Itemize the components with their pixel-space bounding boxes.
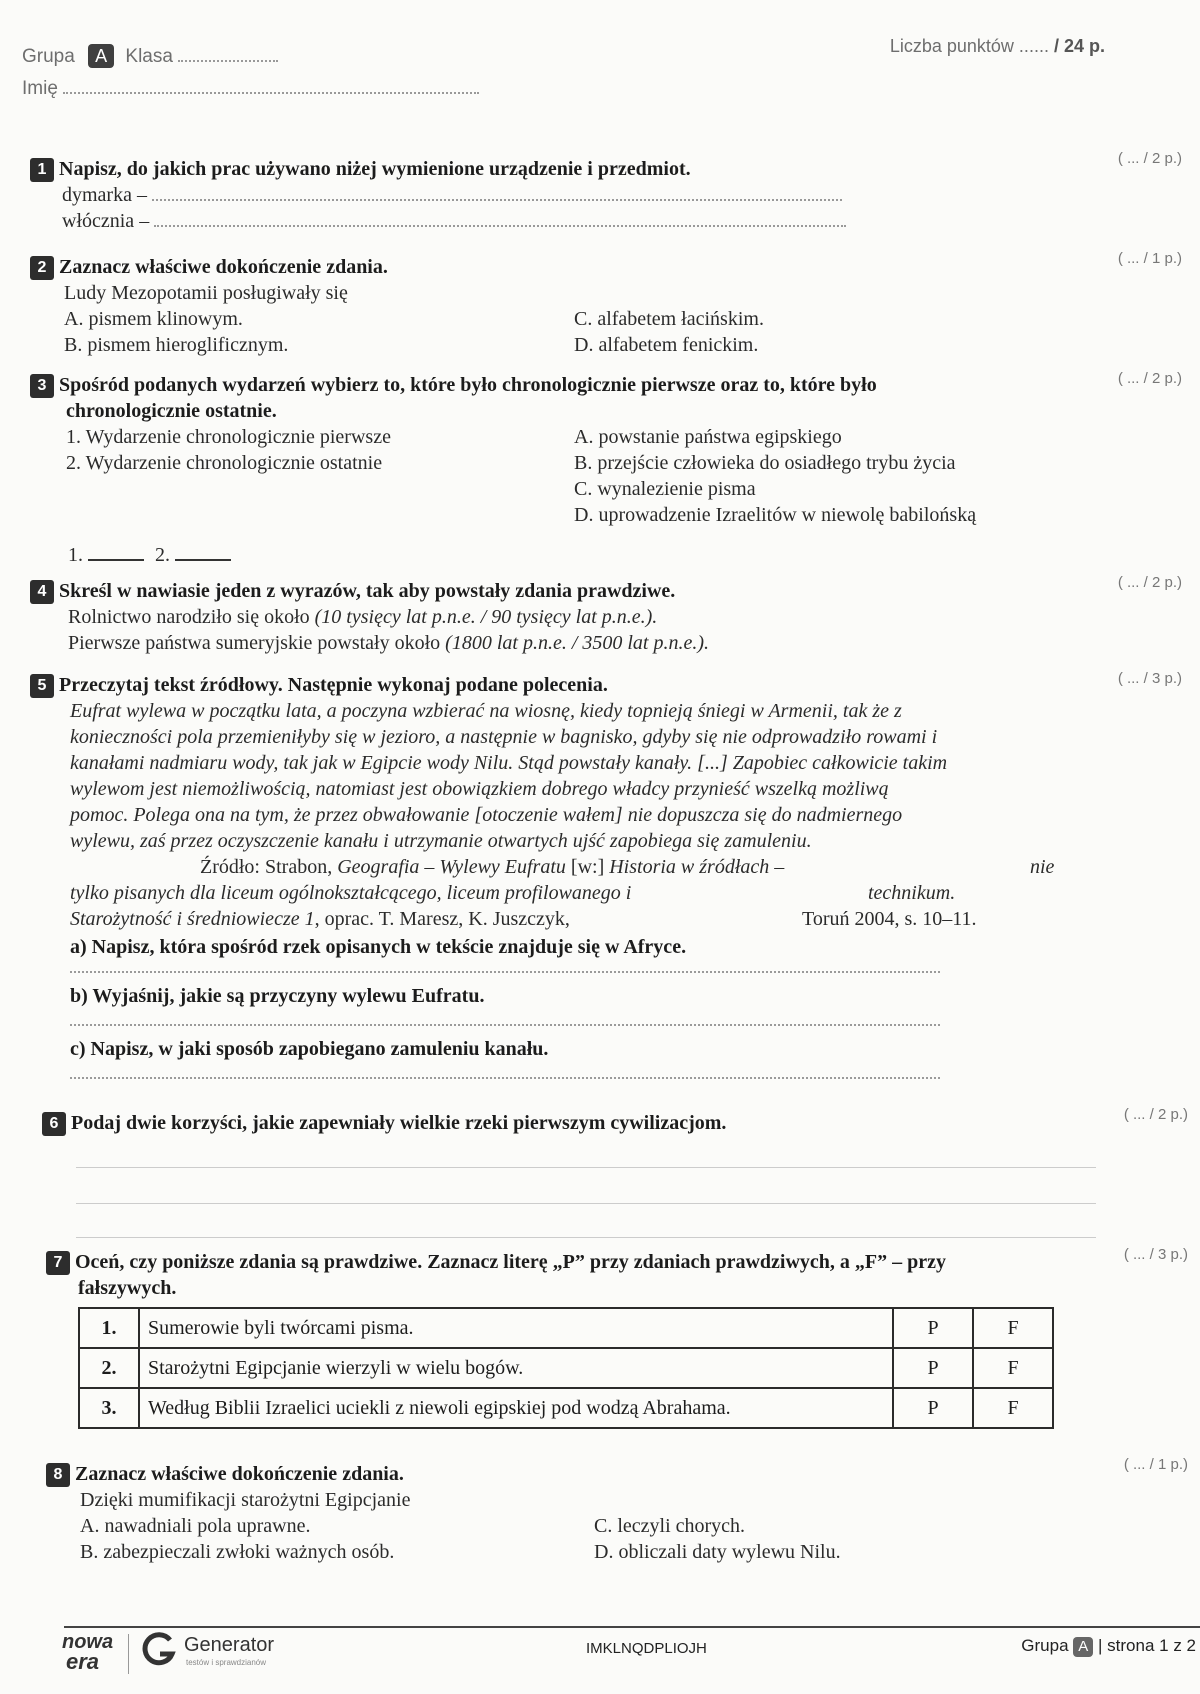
question-number: 8: [46, 1463, 70, 1487]
citation-line-3: [30, 906, 1080, 932]
citation-book: Historia w źródłach –: [609, 856, 785, 878]
question-number: 2: [30, 256, 54, 280]
citation-book: Starożytność i średniowiecze 1: [70, 908, 315, 930]
answer-1-label: 1.: [68, 544, 83, 566]
source-line: Eufrat wylewa w początku lata, a poczyna wzbierać na wiosnę, kiedy topnieją śniegi w Armenii, tak że z: [70, 700, 902, 722]
question-7: [46, 1249, 1096, 1301]
option-a[interactable]: A. pismem klinowym.: [64, 308, 243, 330]
citation-book: nie: [1030, 856, 1055, 878]
question-points: ( ... / 1 p.): [1117, 250, 1182, 267]
test-code: IMKLNQDPLIOJH: [586, 1640, 707, 1657]
true-false-table: [78, 1307, 1054, 1429]
source-line: pomoc. Polega ona na tym, że przez obwałowanie [otoczenie wałem] nie dopuszcza się do nadmiernego: [70, 804, 903, 826]
item-label: dymarka –: [62, 184, 147, 206]
event-d: D. uprowadzenie Izraelitów w niewolę babilońską: [574, 504, 977, 526]
row-number: 3.: [79, 1388, 139, 1428]
source-line: konieczności pola przemieniłyby się w jezioro, a następnie w bagnisko, gdyby się nie odprowadziło rowami i: [70, 726, 938, 748]
question-8: [46, 1461, 1096, 1565]
row-number: 2.: [79, 1348, 139, 1388]
sentence-1: Rolnictwo narodziło się około: [68, 606, 310, 628]
option-c[interactable]: C. alfabetem łacińskim.: [574, 308, 764, 330]
question-points: ( ... / 2 p.): [1117, 150, 1182, 167]
question-prompt: Przeczytaj tekst źródłowy. Następnie wykonaj podane polecenia.: [59, 674, 608, 696]
source-line: kanałami nadmiaru wody, tak jak w Egipcie wody Nilu. Stąd powstały kanały. [...] Zapobiec całkowicie takim: [70, 752, 948, 774]
question-3: [30, 372, 1080, 568]
citation-book: tylko pisanych dla liceum ogólnokształcącego, liceum profilowanego i: [70, 882, 632, 904]
task-c: c) Napisz, w jaki sposób zapobiegano zamuleniu kanału.: [70, 1038, 549, 1060]
question-number: 3: [30, 374, 54, 398]
answer-field[interactable]: [152, 183, 842, 201]
logo-line: era: [66, 1649, 100, 1674]
false-option[interactable]: F: [973, 1308, 1053, 1348]
points-summary: [890, 36, 1105, 57]
class-field[interactable]: [178, 44, 278, 62]
points-label: Liczba punktów ......: [889, 36, 1049, 56]
option-a[interactable]: A. nawadniali pola uprawne.: [80, 1515, 311, 1537]
event-label-last: 2. Wydarzenie chronologicznie ostatnie: [66, 452, 383, 474]
question-prompt: Napisz, do jakich prac używano niżej wymienione urządzenie i przedmiot.: [59, 158, 691, 180]
task-b: b) Wyjaśnij, jakie są przyczyny wylewu Eufratu.: [70, 985, 485, 1007]
false-option[interactable]: F: [973, 1348, 1053, 1388]
question-stem: Ludy Mezopotamii posługiwały się: [64, 282, 348, 304]
question-prompt: Skreśl w nawiasie jeden z wyrazów, tak aby powstały zdania prawdziwe.: [59, 580, 676, 602]
event-a: A. powstanie państwa egipskiego: [574, 426, 842, 448]
question-number: 1: [30, 158, 54, 182]
question-prompt: Podaj dwie korzyści, jakie zapewniały wielkie rzeki pierwszym cywilizacjom.: [71, 1112, 727, 1134]
answer-field[interactable]: [154, 209, 846, 227]
citation-text: Źródło: Strabon,: [200, 856, 338, 878]
table-row: [79, 1348, 1053, 1388]
question-number: 6: [42, 1112, 66, 1136]
source-line: wylewu, zaś przez oczyszczenie kanału i utrzymanie otwartych ujść zapobiega się zamuleniu.: [70, 830, 812, 852]
answer-line-b[interactable]: [70, 1023, 940, 1026]
question-prompt: Oceń, czy poniższe zdania są prawdziwe. Zaznacz literę „P” przy zdaniach prawdziwych, a „F” – przy: [75, 1251, 946, 1273]
group-badge: A: [88, 44, 114, 68]
question-prompt: Zaznacz właściwe dokończenie zdania.: [75, 1463, 404, 1485]
page-number: | strona 1 z 2: [1098, 1636, 1196, 1655]
true-option[interactable]: P: [893, 1388, 973, 1428]
event-c: C. wynalezienie pisma: [574, 478, 756, 500]
citation-line-2: [30, 880, 1080, 906]
question-stem: Dzięki mumifikacji starożytni Egipcjanie: [80, 1489, 411, 1511]
footer-rule: [64, 1626, 1200, 1628]
sentence-1-options[interactable]: (10 tysięcy lat p.n.e. / 90 tysięcy lat p.n.e.).: [314, 606, 658, 628]
logo-line: nowa: [62, 1631, 114, 1653]
generator-title: Generator: [184, 1634, 275, 1656]
row-statement: Starożytni Egipcjanie wierzyli w wielu bogów.: [139, 1348, 893, 1388]
answer-line-a[interactable]: [70, 970, 940, 973]
class-label: Klasa: [125, 46, 173, 67]
citation-text: , oprac. T. Maresz, K. Juszczyk,: [314, 908, 570, 930]
group-label: Grupa: [22, 46, 75, 67]
sentence-2: Pierwsze państwa sumeryjskie powstały około: [68, 632, 441, 654]
nowa-era-logo: [62, 1632, 113, 1672]
option-d[interactable]: D. alfabetem fenickim.: [574, 334, 759, 356]
points-total: / 24 p.: [1053, 36, 1105, 56]
question-prompt-cont: chronologicznie ostatnie.: [66, 400, 277, 422]
footer-group-badge: A: [1073, 1637, 1093, 1657]
event-b: B. przejście człowieka do osiadłego trybu życia: [574, 452, 956, 474]
question-points: ( ... / 2 p.): [1123, 1106, 1188, 1123]
question-4: [30, 578, 1080, 656]
citation-title: Geografia – Wylewy Eufratu: [337, 856, 566, 878]
question-points: ( ... / 3 p.): [1117, 670, 1182, 687]
false-option[interactable]: F: [973, 1388, 1053, 1428]
true-option[interactable]: P: [893, 1348, 973, 1388]
option-b[interactable]: B. zabezpieczali zwłoki ważnych osób.: [80, 1541, 395, 1563]
row-statement: Sumerowie byli twórcami pisma.: [139, 1308, 893, 1348]
answer-line[interactable]: [76, 1236, 1096, 1238]
name-field[interactable]: [63, 76, 479, 94]
option-c[interactable]: C. leczyli chorych.: [594, 1515, 746, 1537]
question-number: 5: [30, 674, 54, 698]
answer-2-field[interactable]: [175, 545, 231, 561]
option-d[interactable]: D. obliczali daty wylewu Nilu.: [594, 1541, 841, 1563]
question-number: 7: [46, 1251, 70, 1275]
item-label: włócznia –: [62, 210, 150, 232]
true-option[interactable]: P: [893, 1308, 973, 1348]
answer-line-c[interactable]: [70, 1076, 940, 1079]
question-6: [42, 1110, 1092, 1238]
answer-1-field[interactable]: [88, 545, 144, 561]
sentence-2-options[interactable]: (1800 lat p.n.e. / 3500 lat p.n.e.).: [445, 632, 710, 654]
question-points: ( ... / 2 p.): [1117, 370, 1182, 387]
question-prompt: Spośród podanych wydarzeń wybierz to, które było chronologicznie pierwsze oraz to, które było: [59, 374, 877, 396]
name-label: Imię: [22, 78, 58, 99]
question-points: ( ... / 2 p.): [1117, 574, 1182, 591]
footer-group-label: Grupa: [1021, 1636, 1069, 1655]
table-row: [79, 1388, 1053, 1428]
option-b[interactable]: B. pismem hieroglificznym.: [64, 334, 289, 356]
page-info: [1021, 1636, 1196, 1657]
question-points: ( ... / 3 p.): [1123, 1246, 1188, 1263]
divider: [128, 1634, 129, 1674]
question-prompt-cont: fałszywych.: [78, 1277, 177, 1299]
name-row: [22, 76, 479, 100]
source-text: [30, 698, 1080, 854]
answer-2-label: 2.: [155, 544, 170, 566]
question-number: 4: [30, 580, 54, 604]
generator-logo-icon: [142, 1632, 176, 1668]
question-2: [30, 254, 1080, 358]
table-row: [79, 1308, 1053, 1348]
question-5: [30, 672, 1080, 1079]
citation-text: [w:]: [565, 856, 610, 878]
citation-book: technikum.: [868, 882, 956, 904]
row-number: 1.: [79, 1308, 139, 1348]
source-line: wylewom jest niemożliwością, natomiast jest obowiązkiem dobrego władcy przynieść wszelką możliwą: [70, 778, 889, 800]
answer-line[interactable]: [76, 1202, 1096, 1204]
answer-line[interactable]: [76, 1166, 1096, 1168]
generator-subtitle: testów i sprawdzianów: [186, 1658, 267, 1667]
citation-line-1: [30, 854, 1080, 880]
group-row: [22, 44, 278, 68]
task-a: a) Napisz, która spośród rzek opisanych w tekście znajduje się w Afryce.: [70, 936, 687, 958]
question-1: [30, 156, 1080, 234]
event-label-first: 1. Wydarzenie chronologicznie pierwsze: [66, 426, 391, 448]
question-points: ( ... / 1 p.): [1123, 1456, 1188, 1473]
citation-text: Toruń 2004, s. 10–11.: [802, 908, 977, 930]
question-prompt: Zaznacz właściwe dokończenie zdania.: [59, 256, 388, 278]
row-statement: Według Biblii Izraelici uciekli z niewoli egipskiej pod wodzą Abrahama.: [139, 1388, 893, 1428]
